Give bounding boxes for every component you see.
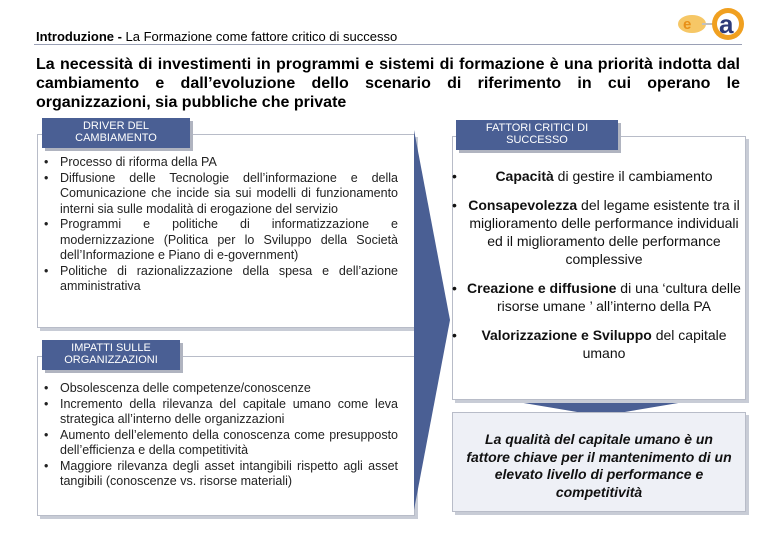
svg-text:a: a [719, 9, 734, 39]
list-item [452, 167, 742, 185]
fattore-text: di una ‘cultura delle risorse umane ’ all’interno della PA [497, 280, 741, 314]
list-item [452, 326, 742, 362]
list-item [452, 196, 742, 268]
fattore-text: del capitale umano [582, 327, 727, 361]
fattori-list [452, 167, 742, 373]
fattore-keyword: Valorizzazione e Sviluppo [481, 327, 652, 343]
list-item: • Programmi e politiche di informatizzazione e modernizzazione (Politica per lo Sviluppo della Società dell’Informazione e Piano di e-government) [42, 217, 398, 264]
list-item: • Maggiore rilevanza degli asset intangibili rispetto agli asset tangibili (conoscenze vs. risorse materiali) [42, 459, 398, 490]
fattore-text: del legame esistente tra il miglioramento delle performance individuali ed il miglioramento delle performance complessive [469, 197, 740, 267]
svg-text:e: e [683, 16, 692, 33]
header-section-subtitle: La Formazione come fattore critico di successo [121, 29, 398, 44]
driver-list [42, 155, 398, 295]
list-item: • Aumento dell’elemento della conoscenza come presupposto dell’efficienza e della competitività [42, 428, 398, 459]
header-section-label: Introduzione - [36, 29, 122, 44]
impatti-list [42, 381, 398, 490]
list-item: • Processo di riforma della PA [42, 155, 398, 171]
fattori-tab: FATTORI CRITICI DI SUCCESSO [456, 120, 618, 150]
impatti-tab: IMPATTI SULLE ORGANIZZAZIONI [42, 340, 180, 370]
e-a-logo-icon [672, 6, 750, 42]
header-divider [34, 44, 742, 45]
fattore-keyword: Creazione e diffusione [467, 280, 617, 296]
driver-tab: DRIVER DEL CAMBIAMENTO [42, 118, 190, 148]
list-item: • Obsolescenza delle competenze/conoscenze [42, 381, 398, 397]
fattore-keyword: Consapevolezza [468, 197, 578, 213]
fattore-text: di gestire il cambiamento [553, 168, 713, 184]
flow-arrow-icon [414, 130, 454, 510]
page-headline: La necessità di investimenti in programmi e sistemi di formazione è una priorità indotta dal cambiamento e dall’evoluzione dello scenario di riferimento in cui operano le organizzazioni, sia pubbliche che private [36, 56, 740, 111]
list-item: • Incremento della rilevanza del capitale umano come leva strategica all’interno delle organizzazioni [42, 397, 398, 428]
list-item: • Politiche di razionalizzazione della spesa e dell’azione amministrativa [42, 264, 398, 295]
list-item [452, 279, 742, 315]
fattore-keyword: Capacità [495, 168, 554, 184]
page-header-title [36, 29, 397, 44]
list-item: • Diffusione delle Tecnologie dell’informazione e della Comunicazione che incide sia sui modelli di funzionamento interni sia sulle modalità di erogazione del servizio [42, 171, 398, 218]
conclusion-box: La qualità del capitale umano è un fattore chiave per il mantenimento di un elevato livello di performance e competitività [452, 412, 746, 512]
